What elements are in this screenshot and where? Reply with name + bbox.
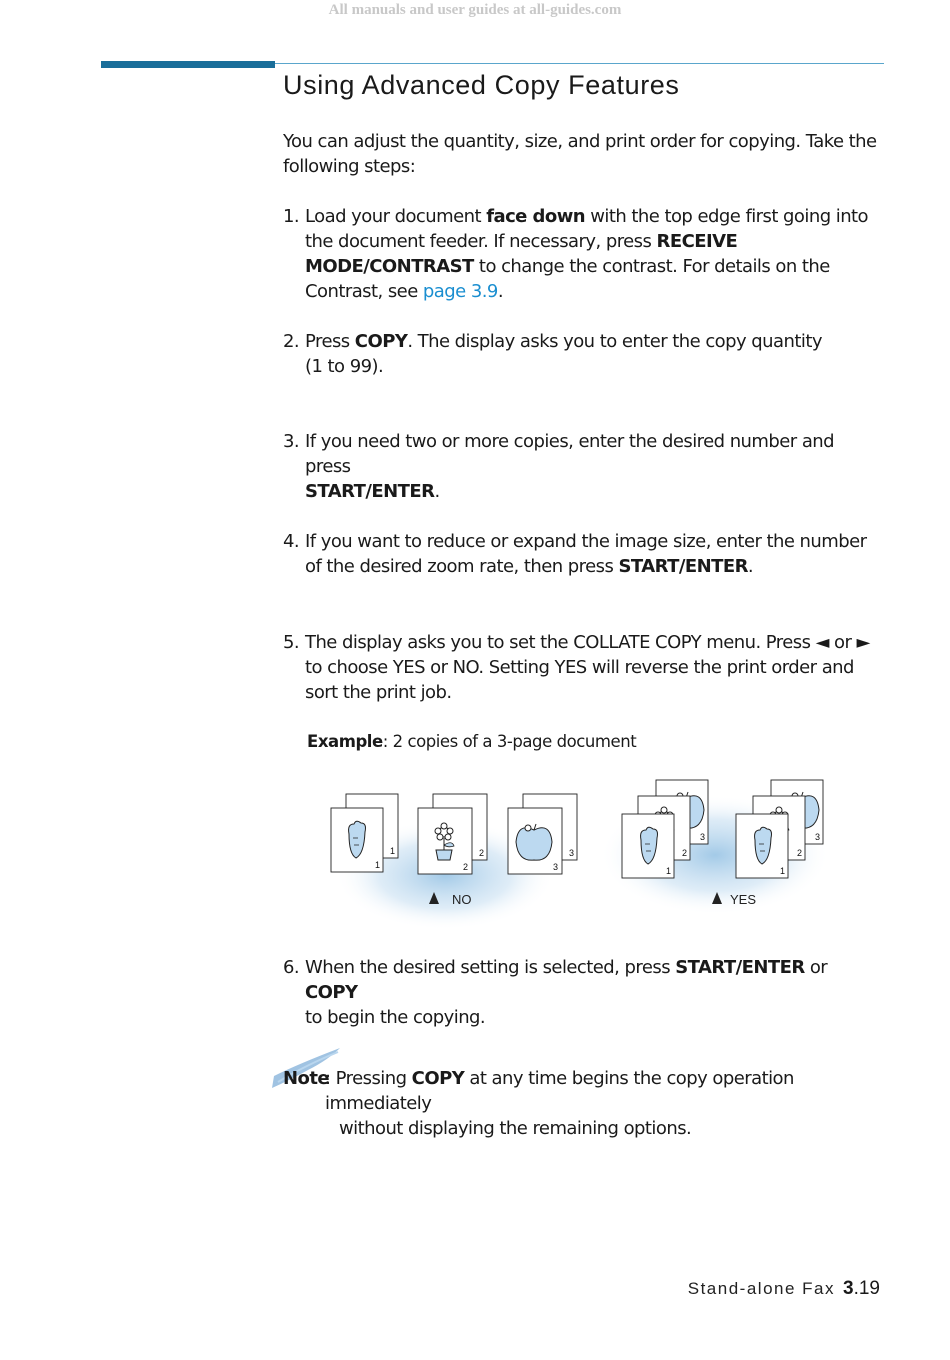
note [283,1066,893,1141]
step-4 [283,529,883,579]
step-text [305,630,883,705]
example-label: Example [307,732,383,751]
text-run: . [434,481,440,502]
bold-term: COPY [354,331,408,352]
bold-term: face down [486,206,586,227]
text-run: When the desired setting is selected, press [305,957,676,978]
note-pre: : Pressing [325,1068,412,1089]
page-number: 2 [682,848,688,858]
intro-paragraph: You can adjust the quantity, size, and print order for copying. Take the following steps: [283,131,877,177]
page-number: 2 [463,862,469,872]
page-number: 1 [780,866,786,876]
watermark: All manuals and user guides at all-guides.com [328,2,622,18]
step-6 [283,955,883,1030]
step-5 [283,630,883,705]
step-text [305,429,883,504]
text-run: with the top edge first going into the document feeder. If necessary, press [305,206,869,252]
step-number: 3. [283,431,300,452]
page-link[interactable]: page 3.9 [422,281,498,302]
bold-term: START/ENTER [305,481,435,502]
no-label: NO [452,892,472,907]
text-run: The display asks you to set the COLLATE COPY menu. Press ◄ or ► to choose YES or NO. Setting YES will reverse the print order and sort the print job. [305,632,870,703]
step-number: 2. [283,331,300,352]
page-number: 1 [375,860,381,870]
bold-term: COPY [305,982,358,1003]
footer-section: Stand-alone Fax [687,1279,835,1298]
example-caption [307,732,636,751]
note-bold: COPY [411,1068,465,1089]
text-run: . [497,281,503,302]
page-number: 3 [700,832,706,842]
step-number: 6. [283,957,300,978]
page-number: 2 [479,848,485,858]
bold-term: START/ENTER [618,556,748,577]
page-number: 2 [797,848,803,858]
step-text [305,955,883,1030]
collate-illustration [320,770,840,935]
text-run: Load your document [305,206,487,227]
page-title: Using Advanced Copy Features [283,70,680,100]
text-run: or [804,957,828,978]
step-number: 4. [283,531,300,552]
note-label: Note [283,1068,330,1089]
step-number: 1. [283,206,300,227]
bold-term: RECEIVE MODE/CONTRAST [305,231,738,277]
footer-page-minor: .19 [853,1278,880,1299]
text-run: (1 to 99). [305,356,384,377]
step-1 [283,204,883,304]
page-footer [688,1278,880,1300]
note-post: at any time begins the copy operation immediately [325,1068,794,1114]
yes-label: YES [730,892,757,907]
bold-term: START/ENTER [675,957,805,978]
page-number: 3 [815,832,821,842]
example-text: : 2 copies of a 3-page document [382,732,637,751]
step-text [305,204,883,304]
no-stack-page-3 [508,794,577,874]
step-text [305,529,883,579]
text-run: to change the contrast. For details on the Contrast, see [305,256,830,302]
header-rule-thin [275,63,884,64]
text-run: Press [305,331,355,352]
text-run: If you want to reduce or expand the image size, enter the number of the desired zoom rate, then press [305,531,867,577]
note-continuation: without displaying the remaining options. [339,1118,692,1139]
text-run: . [747,556,754,577]
text-run: . The display asks you to enter the copy quantity [407,331,822,352]
page-number: 1 [666,866,672,876]
page-number: 3 [569,848,575,858]
step-3 [283,429,883,504]
page-number: 3 [553,862,559,872]
footer-page-major: 3 [843,1278,854,1299]
text-run: If you need two or more copies, enter the desired number and press [305,431,835,477]
text-run: to begin the copying. [305,1007,486,1028]
step-text [305,329,883,379]
step-2 [283,329,883,379]
page-number: 1 [390,846,396,856]
header-rule-thick [101,61,275,68]
step-number: 5. [283,632,300,653]
